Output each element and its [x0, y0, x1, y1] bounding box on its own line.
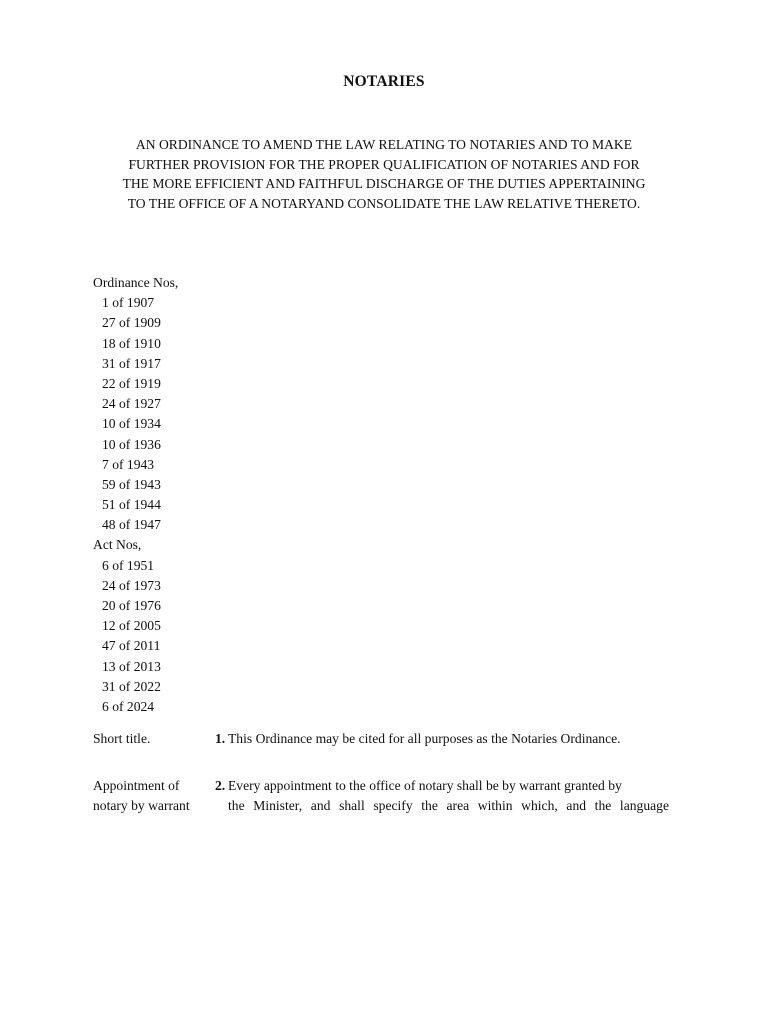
act-item: 13 of 2013	[102, 658, 161, 674]
section-text	[228, 776, 669, 816]
long-title	[90, 135, 678, 214]
legislative-history	[93, 273, 178, 717]
section-text-line: the Minister, and shall specify the area within which, and the language	[228, 798, 669, 813]
section-text-line: Every appointment to the office of notary shall be by warrant granted by	[228, 778, 622, 793]
ordinance-item: 51 of 1944	[102, 497, 161, 513]
act-heading: Act Nos,	[93, 537, 142, 553]
long-title-line: THE MORE EFFICIENT AND FAITHFUL DISCHARGE OF THE DUTIES APPERTAINING	[122, 176, 646, 192]
ordinance-item: 7 of 1943	[102, 456, 155, 472]
long-title-line: FURTHER PROVISION FOR THE PROPER QUALIFICATION OF NOTARIES AND FOR	[128, 156, 640, 172]
act-item: 6 of 2024	[102, 698, 155, 714]
marginal-note-line: Short title.	[93, 731, 151, 746]
ordinance-item: 48 of 1947	[102, 517, 161, 533]
ordinance-heading: Ordinance Nos,	[93, 275, 179, 290]
ordinance-item: 24 of 1927	[102, 396, 161, 412]
act-item: 24 of 1973	[102, 577, 161, 593]
act-item: 6 of 1951	[102, 557, 155, 573]
ordinance-item: 22 of 1919	[102, 375, 161, 391]
long-title-line: AN ORDINANCE TO AMEND THE LAW RELATING TO NOTARIES AND TO MAKE	[135, 137, 633, 152]
ordinance-item: 31 of 1917	[102, 355, 161, 371]
ordinance-item: 10 of 1934	[102, 416, 161, 432]
marginal-note	[93, 776, 211, 816]
marginal-note	[93, 729, 211, 749]
section-number: 1.	[215, 731, 226, 746]
marginal-note-line: Appointment of	[93, 778, 180, 793]
ordinance-item: 27 of 1909	[102, 315, 161, 331]
act-item: 47 of 2011	[102, 638, 161, 654]
ordinance-item: 10 of 1936	[102, 436, 161, 452]
act-item: 31 of 2022	[102, 678, 161, 694]
ordinance-item: 18 of 1910	[102, 335, 161, 351]
ordinance-item: 1 of 1907	[102, 295, 155, 311]
act-item: 20 of 1976	[102, 598, 161, 613]
section-number: 2.	[215, 778, 226, 793]
section-text	[228, 729, 669, 749]
document-title: NOTARIES	[343, 73, 425, 90]
long-title-line: TO THE OFFICE OF A NOTARYAND CONSOLIDATE THE LAW RELATIVE THERETO.	[127, 196, 641, 212]
marginal-note-line: notary by warrant	[93, 798, 190, 813]
section-text-line: This Ordinance may be cited for all purposes as the Notaries Ordinance.	[228, 731, 621, 746]
act-item: 12 of 2005	[102, 618, 161, 634]
ordinance-item: 59 of 1943	[102, 476, 161, 492]
